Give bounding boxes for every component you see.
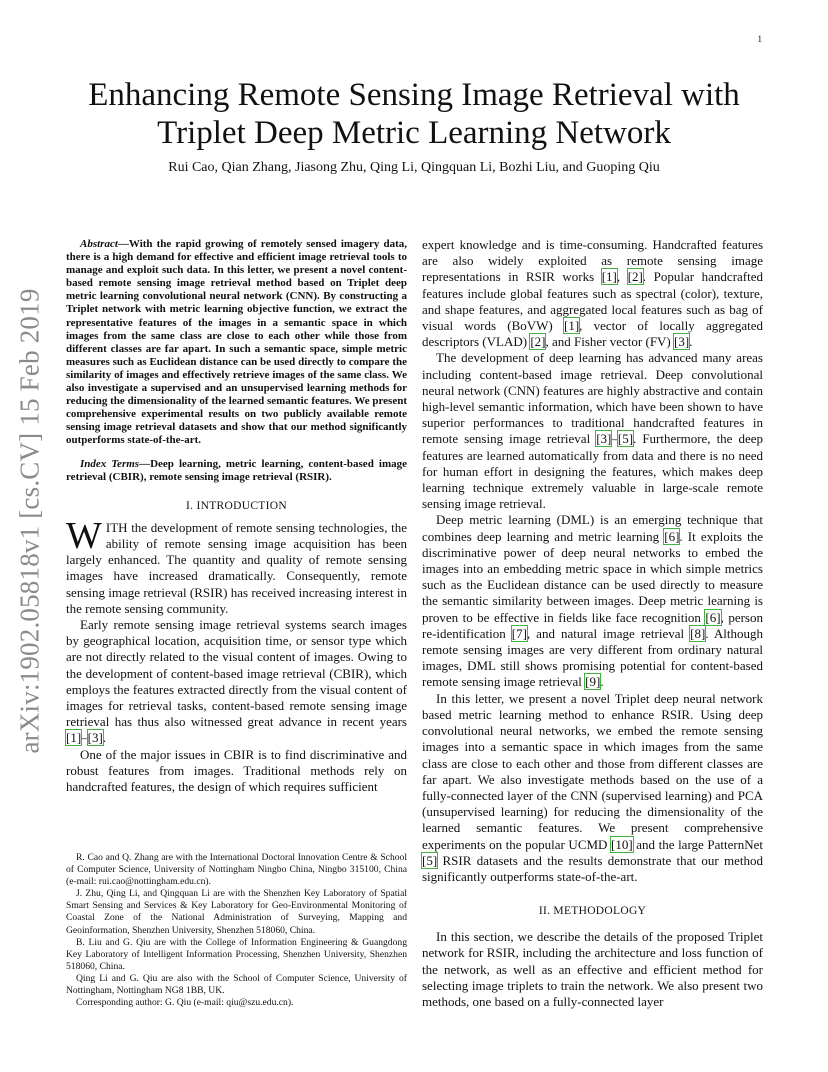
citation-link[interactable]: [9] xyxy=(585,674,601,690)
author-list: Rui Cao, Qian Zhang, Jiasong Zhu, Qing Li, Qingquan Li, Bozhi Liu, and Guoping Qiu xyxy=(168,160,660,175)
arxiv-sidebar-stamp xyxy=(4,286,56,756)
index-terms xyxy=(66,458,407,484)
footnote: Qing Li and G. Qiu are also with the School of Computer Science, University of Nottingham, Nottingham NG8 1BB, UK. xyxy=(66,972,407,997)
citation-link[interactable]: [3] xyxy=(87,730,103,746)
abstract-text: —With the rapid growing of remotely sensed imagery data, there is a high demand for effective and efficient image retrieval tools to manage and exploit such data. In this letter, we present a novel content-based remote sensing image retrieval method based on Triplet deep metric learning convolutional neural network (CNN). By constructing a Triplet network with metric learning objective function, we extract the representative features of the images in a semantic space in which images from the same class are close to each other while those from different classes are far apart. In such a semantic space, simple metric measures such as Euclidean distance can be used directly to compare the similarity of images and effectively retrieve images of the same class. We also investigate a supervised and an unsupervised learning methods for reducing the dimensionality of the learned semantic features. We present comprehensive experimental results on two publicly available remote sensing image retrieval datasets and show that our method significantly outperforms state-of-the-art. xyxy=(66,238,407,447)
citation-link[interactable]: [8] xyxy=(690,625,706,641)
citation-link[interactable]: [2] xyxy=(627,269,643,285)
index-terms-label: Index Terms xyxy=(80,457,140,470)
intro-paragraph-3: One of the major issues in CBIR is to find discriminative and robust features from images. Traditional methods rely on handcrafted features, the design of which requires sufficient xyxy=(66,746,407,794)
citation-link[interactable]: [1] xyxy=(66,730,82,746)
paper-title: Enhancing Remote Sensing Image Retrieval with Triplet Deep Metric Learning Network xyxy=(88,77,740,151)
citation-link[interactable]: [6] xyxy=(664,528,680,544)
right-column xyxy=(422,237,763,1010)
citation-link[interactable]: [5] xyxy=(617,431,634,447)
index-terms-text: —Deep learning, metric learning, content-based image retrieval (CBIR), remote sensing image retrieval (RSIR). xyxy=(66,457,407,483)
abstract-label: Abstract xyxy=(80,238,118,250)
intro-paragraph-2: Early remote sensing image retrieval systems search images by geographical location, acquisition time, or sensor type which are not directly related to the visual content of images. Owing to the development of content-based image retrieval (CBIR), which employs the features extracted directly from the visual content of images for retrieval tasks, content-based remote sensing image retrieval has thus also witnessed great advance in recent years [1]–[3]. xyxy=(66,616,407,746)
citation-link[interactable]: [5] xyxy=(422,852,438,868)
citation-link[interactable]: [6] xyxy=(705,609,721,625)
citation-link[interactable]: [10] xyxy=(611,836,633,852)
intro-paragraph-6: In this letter, we present a novel Triplet deep neural network based metric learning method to enhance RSIR. Using deep convolutional neural networks, we embed the remote sensing images into a semantic space in which images from the same class are close to each other and those from different classes are far apart. We also investigate methods based on the use of a fully-connected layer of the CNN (supervised learning) and PCA (unsupervised learning) for reducing the dimensionality of the learned semantic features. We present comprehensive experiments on the popular UCMD [10] and the large PatternNet [5] RSIR datasets and the results demonstrate that our method significantly outperforms state-of-the-art. xyxy=(422,690,763,884)
citation-link[interactable]: [3] xyxy=(596,431,612,447)
citation-link[interactable]: [1] xyxy=(601,269,617,285)
footnote: Corresponding author: G. Qiu (e-mail: qiu@szu.edu.cn). xyxy=(76,997,294,1009)
footnote: B. Liu and G. Qiu are with the College of Information Engineering & Guangdong Key Laboratory of Intelligent Information Processing, Shenzhen University, Shenzhen 518060, China. xyxy=(66,936,407,972)
citation-link[interactable]: [1] xyxy=(563,318,580,334)
abstract xyxy=(66,238,407,448)
citation-link[interactable]: [3] xyxy=(674,334,690,350)
intro-paragraph-4: The development of deep learning has advanced many areas including content-based image retrieval. Deep convolutional neural network (CNN) features are highly abstractive and contain high-level semantic information, which have been shown to have superior performances to traditional handcrafted features in remote sensing image retrieval [3]–[5]. Furthermore, the deep features are learned automatically from data and there is no need for human effort in designing the features, which makes deep learning technique extremely valuable in large-scale remote sensing image retrieval. xyxy=(422,350,763,512)
intro-paragraph-1: WITH the development of remote sensing technologies, the ability of remote sensing image acquisition has been largely enhanced. The quantity and quality of remote sensing images have increased dramatically. Consequently, remote sensing image retrieval (RSIR) has received increasing interest in the remote sensing community. xyxy=(66,514,407,616)
footnote: J. Zhu, Qing Li, and Qingquan Li are with the Shenzhen Key Laboratory of Spatial Smart Sensing and Services & Key Laboratory for Geo-Environmental Monitoring of Coastal Zone of the National Administration of Surveying, Mapping and Geoinformation, Shenzhen University, Shenzhen 518060, China. xyxy=(66,888,407,936)
citation-link[interactable]: [7] xyxy=(511,625,527,641)
citation-link[interactable]: [2] xyxy=(530,334,546,350)
arxiv-identifier: arXiv:1902.05818v1 [cs.CV] 15 Feb 2019 xyxy=(14,288,45,754)
page-number: 1 xyxy=(757,34,762,44)
section-heading-methodology: II. METHODOLOGY xyxy=(538,905,647,918)
left-column xyxy=(66,238,407,795)
section-heading-introduction: I. INTRODUCTION xyxy=(186,499,287,512)
intro-paragraph-3-continued: expert knowledge and is time-consuming. Handcrafted features are also widely exploited as remote sensing image representations in RSIR works [1], [2]. Popular handcrafted features include global features such as spectral (color), texture, and shape features, and aggregated local features such as bag of visual words (BoVW) [1], vector of locally aggregated descriptors (VLAD) [2], and Fisher vector (FV) [3]. xyxy=(422,237,764,350)
author-footnotes xyxy=(66,852,407,1009)
methodology-paragraph-1: In this section, we describe the details of the proposed Triplet network for RSIR, including the architecture and loss function of the network, as well as an effective and efficient method for selecting image triplets to train the network. We also present two methods, one based on a fully-connected layer xyxy=(422,929,763,1009)
footnote: R. Cao and Q. Zhang are with the International Doctoral Innovation Centre & School of Computer Science, University of Nottingham Ningbo China, Ningbo 315100, China (e-mail: rui.cao@nottingham.edu.cn). xyxy=(66,852,407,888)
drop-cap: W xyxy=(66,514,102,557)
intro-paragraph-5: Deep metric learning (DML) is an emerging technique that combines deep learning and metric learning [6]. It exploits the discriminative power of deep neural networks to embed the images into an embedding metric space in which simple metrics such as the Euclidean distance can be used directly to measure the semantic similarity between images. Deep metric learning is proven to be effective in fields like face recognition [6], person re-identification [7], and natural image retrieval [8]. Although remote sensing images are very different from ordinary natural images, DML still shows promising potential for content-based remote sensing image retrieval [9]. xyxy=(422,512,763,690)
